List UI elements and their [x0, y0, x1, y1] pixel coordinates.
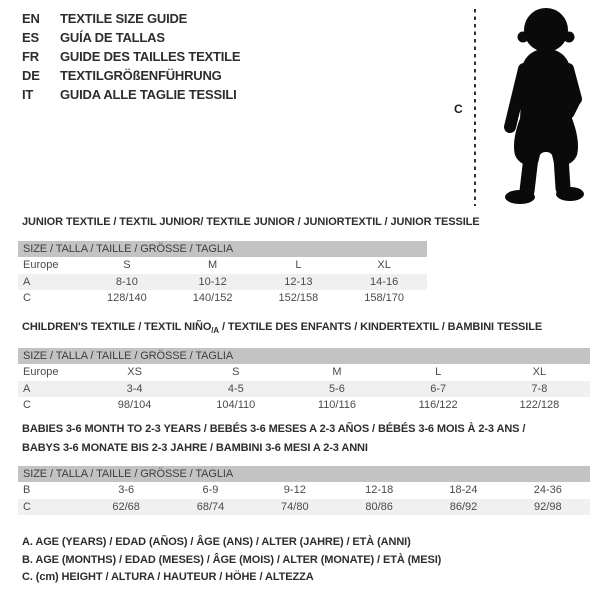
size-cell: 92/98	[534, 500, 562, 513]
row-label: C	[23, 500, 31, 513]
size-cell: 80/86	[365, 500, 393, 513]
table-row	[18, 499, 590, 516]
size-cell: 62/68	[112, 500, 140, 513]
size-cell: L	[435, 366, 442, 379]
toddler-silhouette-icon	[470, 3, 596, 211]
size-cell: M	[332, 366, 342, 379]
size-cell: 6-9	[202, 484, 219, 497]
size-cell: 10-12	[198, 275, 227, 288]
table-row	[18, 257, 427, 274]
size-cell: 104/110	[216, 399, 256, 412]
junior-size-table	[18, 241, 427, 307]
size-cell: 14-16	[370, 275, 399, 288]
row-label: C	[23, 399, 31, 412]
size-header-text: SIZE / TALLA / TAILLE / GRÖSSE / TAGLIA	[18, 241, 427, 257]
size-cell: L	[295, 259, 302, 272]
size-cell: 140/152	[192, 292, 233, 305]
row-label: C	[23, 292, 31, 305]
row-label: Europe	[23, 366, 59, 379]
size-cell: 110/116	[317, 399, 357, 412]
table-row	[18, 397, 590, 414]
heading-text: / TEXTILE DES ENFANTS / KINDERTEXTIL / BAMBINI TESSILE	[219, 321, 543, 333]
lang-title: TEXTILE SIZE GUIDE	[60, 11, 188, 26]
lang-row-de	[22, 66, 240, 85]
babies-section-heading	[22, 420, 525, 457]
size-cell: XS	[127, 366, 142, 379]
row-label: B	[23, 484, 31, 497]
lang-title: GUÍA DE TALLAS	[60, 30, 165, 45]
size-cell: 4-5	[227, 382, 244, 395]
row-label: A	[23, 275, 31, 288]
heading-line-2: BABYS 3-6 MONATE BIS 2-3 JAHRE / BAMBINI 3-6 MESI A 2-3 ANNI	[22, 441, 368, 454]
size-cell: 3-4	[126, 382, 143, 395]
size-header-text: SIZE / TALLA / TAILLE / GRÖSSE / TAGLIA	[18, 466, 590, 482]
row-label: A	[23, 382, 31, 395]
table-row	[18, 274, 427, 291]
lang-code: EN	[22, 11, 40, 26]
size-cell: 152/158	[278, 292, 319, 305]
size-cell: 5-6	[329, 382, 345, 395]
size-cell: 98/104	[117, 399, 152, 412]
junior-section-heading: JUNIOR TEXTILE / TEXTIL JUNIOR/ TEXTILE JUNIOR / JUNIORTEXTIL / JUNIOR TESSILE	[22, 216, 480, 228]
lang-title: GUIDA ALLE TAGLIE TESSILI	[60, 87, 237, 102]
size-cell: 8-10	[115, 275, 138, 288]
language-title-block	[22, 9, 240, 104]
lang-row-fr	[22, 47, 240, 66]
height-measure-label: C	[454, 102, 463, 116]
size-header-bar	[18, 466, 590, 482]
height-figure	[448, 3, 598, 211]
size-header-text: SIZE / TALLA / TAILLE / GRÖSSE / TAGLIA	[18, 348, 590, 364]
lang-code: IT	[22, 87, 34, 102]
size-cell: 158/170	[364, 292, 404, 305]
lang-title: GUIDE DES TAILLES TEXTILE	[60, 49, 241, 64]
size-cell: XL	[532, 366, 547, 379]
row-label: Europe	[23, 259, 59, 272]
children-section-heading	[22, 318, 542, 341]
size-cell: M	[208, 259, 218, 272]
size-cell: XL	[377, 259, 391, 272]
size-cell: 122/128	[519, 399, 560, 412]
size-cell: 116/122	[418, 399, 458, 412]
heading-line-1: BABIES 3-6 MONTH TO 2-3 YEARS / BEBÉS 3-6 MESES A 2-3 AÑOS / BÉBÉS 3-6 MOIS À 2-3 ANS /	[22, 423, 526, 435]
babies-size-table	[18, 466, 590, 515]
lang-row-it	[22, 85, 240, 104]
footnote-a: A. AGE (YEARS) / EDAD (AÑOS) / ÂGE (ANS) / ALTER (JAHRE) / ETÀ (ANNI)	[22, 536, 411, 548]
size-cell: 9-12	[283, 484, 306, 497]
table-row	[18, 364, 590, 381]
table-row	[18, 290, 427, 307]
lang-row-es	[22, 28, 240, 47]
lang-code: ES	[22, 30, 39, 45]
size-header-bar	[18, 241, 427, 257]
size-cell: 12-18	[365, 484, 394, 497]
children-size-table	[18, 348, 590, 414]
size-cell: 18-24	[449, 484, 478, 497]
footnote-b: B. AGE (MONTHS) / EDAD (MESES) / ÂGE (MOIS) / ALTER (MONATE) / ETÀ (MESI)	[22, 553, 442, 566]
size-cell: 3-6	[118, 484, 135, 497]
table-row	[18, 482, 590, 499]
lang-code: DE	[22, 68, 40, 83]
size-cell: 68/74	[196, 500, 225, 513]
lang-title: TEXTILGRÖßENFÜHRUNG	[60, 68, 222, 83]
size-cell: 12-13	[284, 275, 313, 288]
lang-row-en	[22, 9, 240, 28]
size-cell: S	[232, 366, 240, 379]
size-cell: 74/80	[281, 500, 309, 513]
lang-code: FR	[22, 49, 39, 64]
table-row	[18, 381, 590, 398]
size-header-bar	[18, 348, 590, 364]
footnote-c: C. (cm) HEIGHT / ALTURA / HAUTEUR / HÖHE / ALTEZZA	[22, 571, 314, 584]
size-cell: 86/92	[449, 500, 478, 513]
size-cell: 6-7	[430, 382, 447, 395]
size-cell: S	[123, 259, 131, 272]
size-cell: 128/140	[106, 292, 147, 305]
heading-subscript: /A	[211, 326, 219, 336]
footnotes-block	[22, 534, 441, 587]
size-cell: 24-36	[533, 484, 562, 497]
size-cell: 7-8	[531, 382, 548, 395]
heading-text: CHILDREN'S TEXTILE / TEXTIL NIÑO	[22, 321, 212, 333]
